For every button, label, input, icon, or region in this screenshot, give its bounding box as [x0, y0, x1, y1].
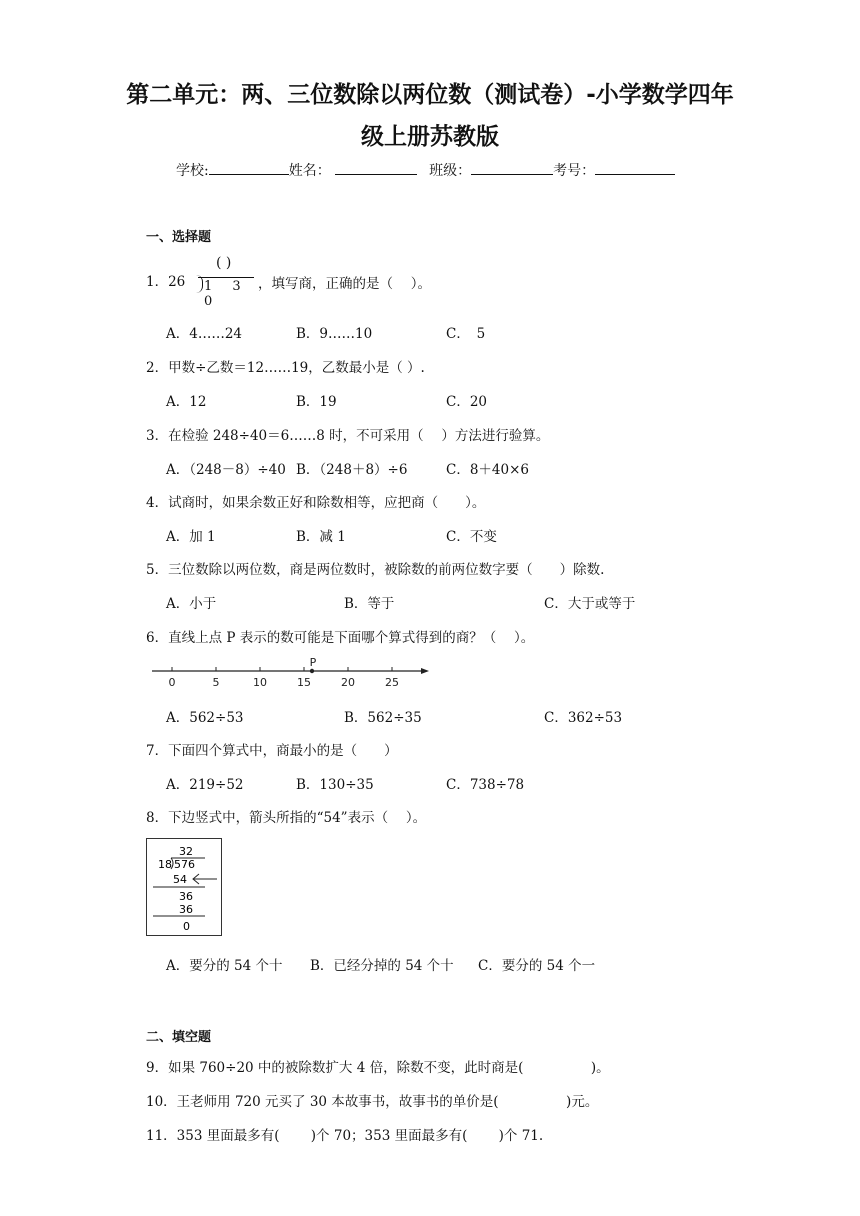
number-line-tick-label: 5 — [212, 676, 220, 689]
q3-option-b[interactable]: B．（248＋8）÷6 — [296, 462, 408, 478]
q1-quotient-blank[interactable]: ( ) — [216, 255, 232, 271]
q4-option-a[interactable]: A．加 1 — [166, 529, 216, 545]
q2-option-b[interactable]: B．19 — [296, 394, 337, 410]
q4-text: 4．试商时，如果余数正好和除数相等，应把商（ ）。 — [146, 495, 486, 511]
number-line-point-p — [310, 669, 314, 673]
page-title-line2: 级上册苏教版 — [361, 124, 499, 150]
q8-option-c[interactable]: C．要分的 54 个一 — [478, 958, 596, 974]
exam-no-blank[interactable] — [595, 160, 675, 175]
q3-option-a[interactable]: A．（248－8）÷40 — [166, 462, 286, 478]
q1-option-b[interactable]: B．9……10 — [296, 326, 373, 342]
q5-option-b[interactable]: B．等于 — [344, 596, 395, 612]
name-label: 姓名： — [288, 163, 331, 179]
q1-text: ，填写商，正确的是（ ）。 — [258, 276, 432, 292]
q6-option-c[interactable]: C．362÷53 — [544, 710, 623, 726]
q8-dividend: 576 — [174, 858, 195, 871]
q7-option-c[interactable]: C．738÷78 — [446, 777, 525, 793]
q1-option-c[interactable]: C． 5 — [446, 326, 486, 342]
q6-number-line — [146, 654, 436, 690]
q8-quotient: 32 — [179, 845, 193, 858]
q9-text: 9．如果 760÷20 中的被除数扩大 4 倍，除数不变，此时商是( )。 — [146, 1060, 610, 1076]
number-line-tick-label: 10 — [253, 676, 267, 689]
q8-text: 8．下边竖式中，箭头所指的“54”表示（ ）。 — [146, 810, 427, 826]
name-blank[interactable] — [335, 160, 417, 175]
q8-long-division-figure — [146, 838, 222, 936]
q1-division-bracket — [196, 275, 203, 293]
q4-option-c[interactable]: C．不变 — [446, 529, 497, 545]
student-info-row — [176, 160, 675, 180]
q7-text: 7．下面四个算式中，商最小的是（ ） — [146, 743, 398, 759]
q3-text: 3．在检验 248÷40＝6……8 时，不可采用（ ）方法进行验算。 — [146, 428, 550, 444]
class-blank[interactable] — [471, 160, 553, 175]
page-title-line1: 第二单元：两、三位数除以两位数（测试卷）-小学数学四年 — [126, 82, 734, 108]
q6-option-b[interactable]: B．562÷35 — [344, 710, 422, 726]
class-label: 班级： — [429, 163, 472, 179]
q1-number: 1．26 — [146, 274, 186, 290]
q6-option-a[interactable]: A．562÷53 — [166, 710, 244, 726]
number-line-tick-label: 25 — [385, 676, 399, 689]
q1-long-division — [198, 255, 258, 309]
q8-step2: 36 — [179, 890, 193, 903]
number-line-point-label: P — [309, 656, 317, 669]
number-line-tick-label: 15 — [297, 676, 311, 689]
q5-option-a[interactable]: A．小于 — [166, 596, 217, 612]
section-choice-title: 一、选择题 — [146, 230, 212, 245]
q1-division-bar — [198, 277, 254, 278]
q11-text: 11．353 里面最多有( )个 70；353 里面最多有( )个 71. — [146, 1128, 544, 1144]
q8-step1: 54 — [173, 873, 187, 886]
q7-option-a[interactable]: A．219÷52 — [166, 777, 244, 793]
exam-no-label: 考号： — [553, 163, 596, 179]
q2-option-a[interactable]: A．12 — [166, 394, 207, 410]
number-line-tick-label: 0 — [168, 676, 176, 689]
q1-option-a[interactable]: A．4……24 — [166, 326, 243, 342]
q1-dividend: 1 3 0 — [204, 279, 249, 309]
q8-figure-svg — [147, 839, 221, 935]
q2-option-c[interactable]: C．20 — [446, 394, 488, 410]
q8-step3: 36 — [179, 903, 193, 916]
q5-option-c[interactable]: C．大于或等于 — [544, 596, 636, 612]
school-blank[interactable] — [209, 160, 289, 175]
school-label: 学校: — [176, 163, 209, 179]
number-line-tick-label: 20 — [341, 676, 355, 689]
q8-remainder: 0 — [183, 920, 190, 933]
q6-text: 6．直线上点 P 表示的数可能是下面哪个算式得到的商？（ ）。 — [146, 630, 535, 646]
number-line-arrow-icon — [421, 668, 429, 674]
q10-text: 10．王老师用 720 元买了 30 本故事书，故事书的单价是( )元。 — [146, 1094, 599, 1110]
q2-text: 2．甲数÷乙数＝12……19，乙数最小是（ ）. — [146, 360, 425, 376]
q4-option-b[interactable]: B．减 1 — [296, 529, 346, 545]
q8-divisor: 18 — [158, 858, 172, 871]
q3-option-c[interactable]: C．8＋40×6 — [446, 462, 529, 478]
q7-option-b[interactable]: B．130÷35 — [296, 777, 374, 793]
q8-option-a[interactable]: A．要分的 54 个十 — [166, 958, 283, 974]
section-fill-title: 二、填空题 — [146, 1030, 212, 1045]
q8-option-b[interactable]: B．已经分掉的 54 个十 — [310, 958, 454, 974]
q5-text: 5．三位数除以两位数，商是两位数时，被除数的前两位数字要（ ）除数. — [146, 562, 605, 578]
